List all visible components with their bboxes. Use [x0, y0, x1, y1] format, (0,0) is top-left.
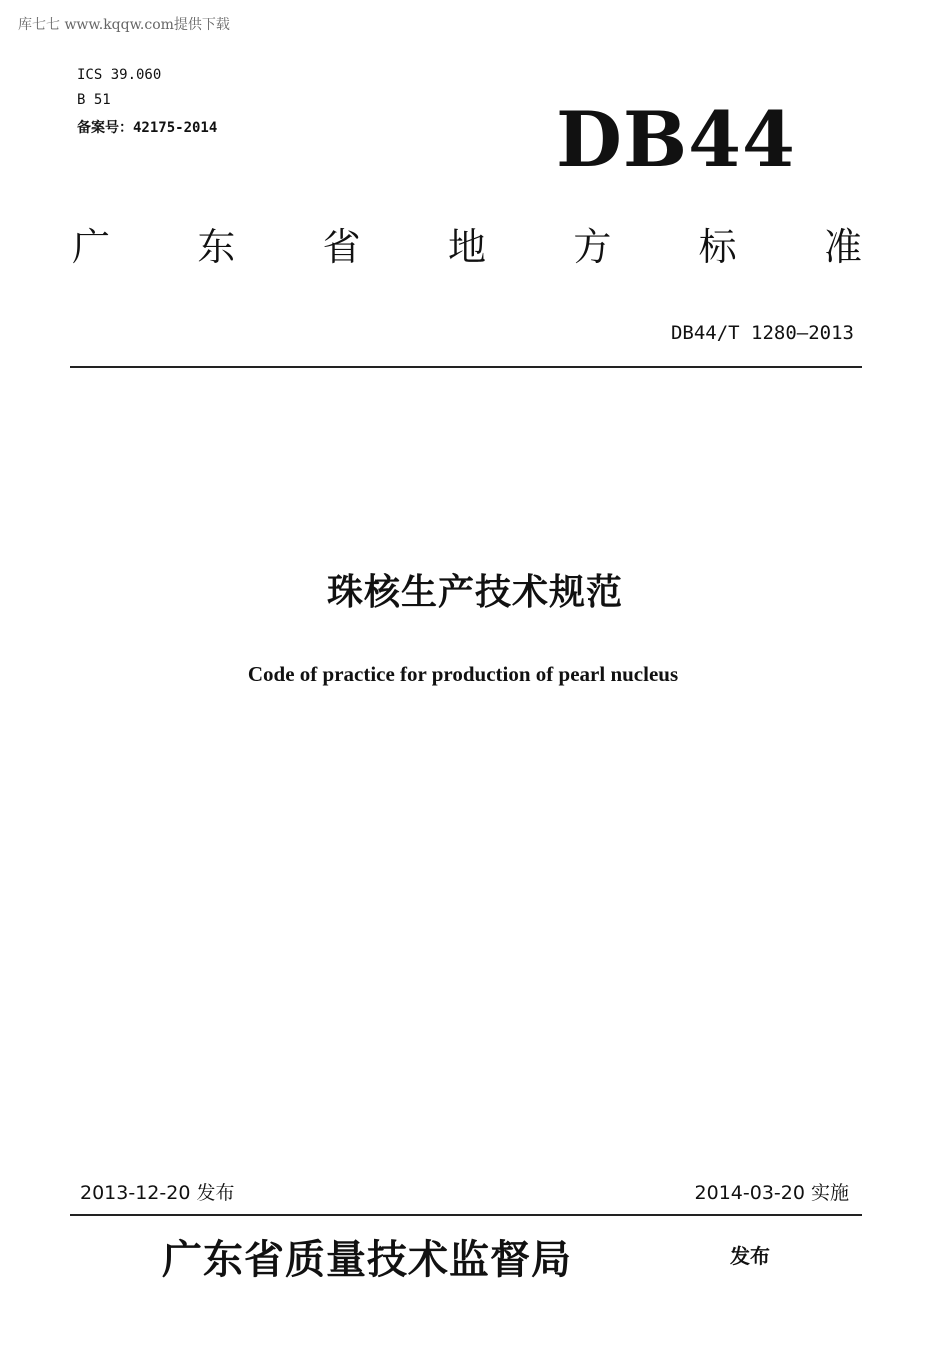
- watermark-text: 库七七 www.kqqw.com提供下载: [18, 17, 230, 33]
- standard-type-char: 准: [823, 225, 862, 269]
- title-english: Code of practice for production of pearl nucleus: [247, 662, 679, 686]
- standard-type-char: 广: [72, 225, 111, 269]
- title-chinese: 珠核生产技术规范: [326, 572, 623, 613]
- record-number: 备案号：42175-2014: [77, 120, 218, 136]
- issuing-authority: 广东省质量技术监督局: [162, 1236, 572, 1283]
- standard-type-char: 东: [197, 225, 236, 269]
- bottom-divider: [70, 1214, 862, 1216]
- issue-date: 2013-12-20 发布: [80, 1182, 235, 1204]
- standard-number: DB44/T 1280—2013: [670, 322, 854, 344]
- standard-type-char: 标: [698, 225, 737, 269]
- effective-date: 2014-03-20 实施: [694, 1182, 849, 1204]
- top-divider: [70, 366, 862, 368]
- standard-type-char: 方: [573, 225, 612, 269]
- issuer-suffix: 发布: [730, 1244, 770, 1268]
- standard-type-char: 地: [447, 225, 486, 269]
- ics-code: ICS 39.060: [77, 67, 162, 83]
- standard-type-char: 省: [322, 225, 361, 269]
- db44-logo: DB44: [556, 95, 796, 184]
- standard-type-heading: [72, 216, 862, 271]
- ccs-code: B 51: [77, 92, 111, 108]
